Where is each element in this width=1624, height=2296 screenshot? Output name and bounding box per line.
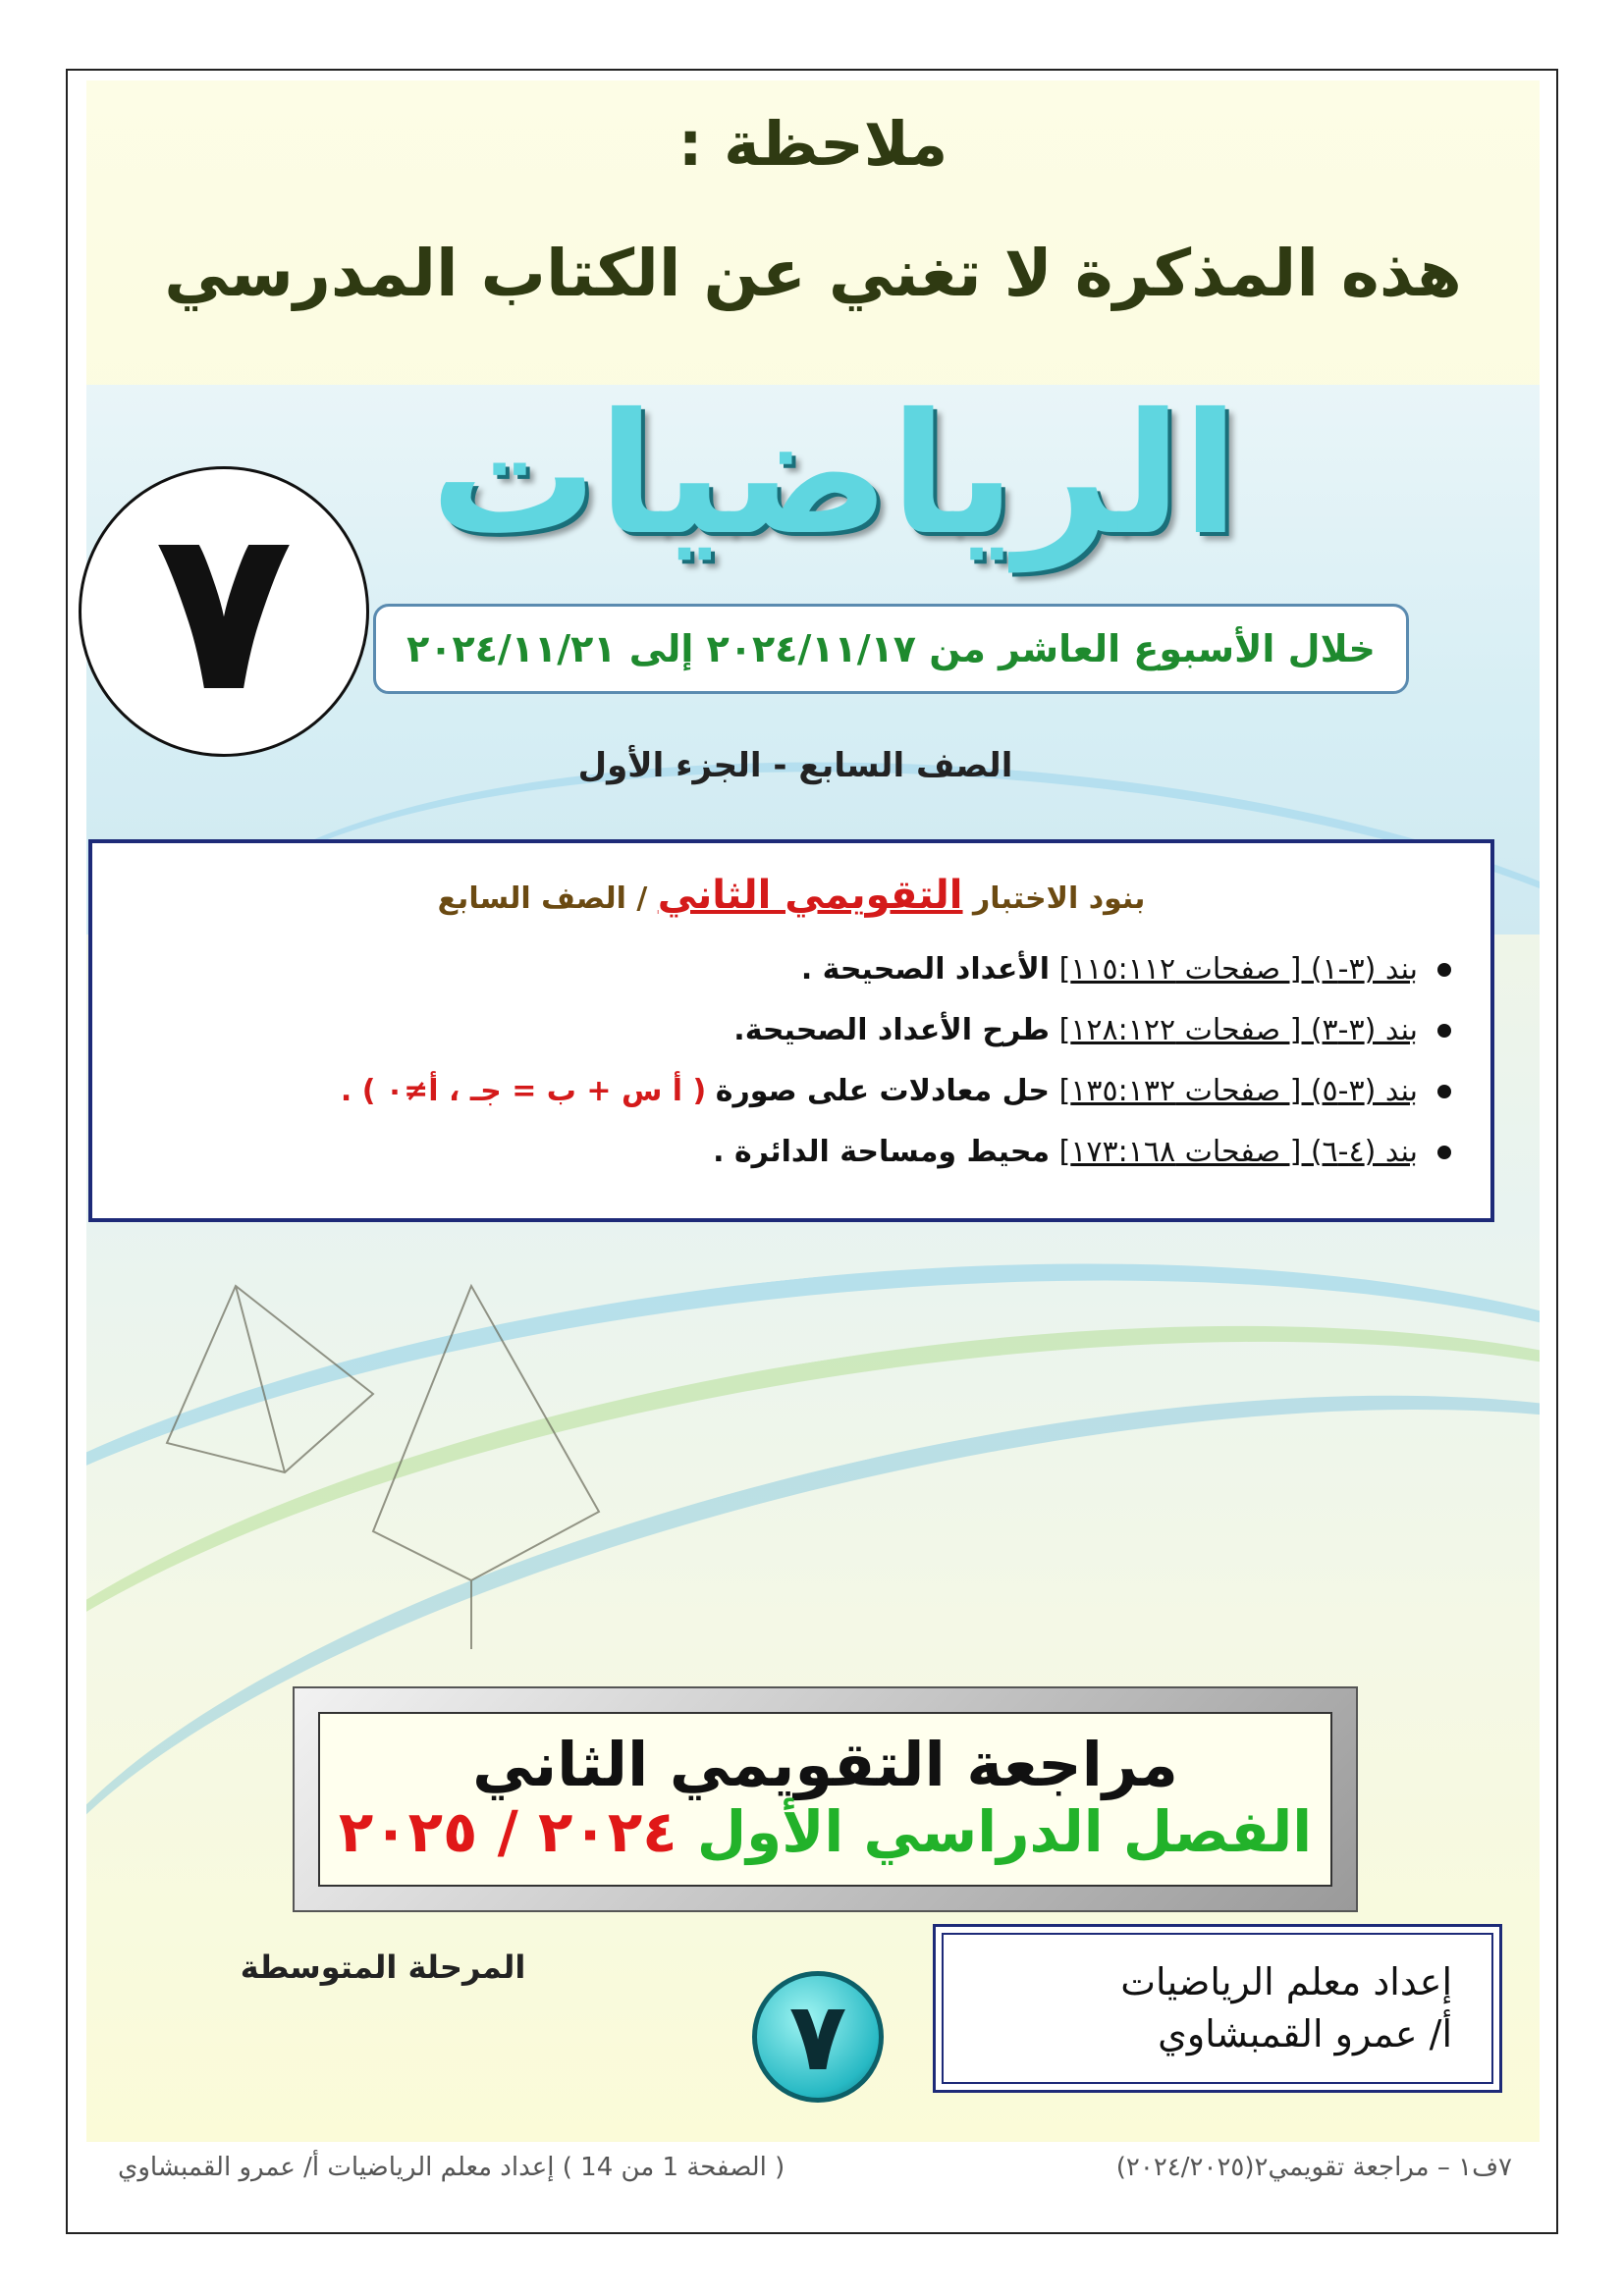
- note-title: ملاحظة :: [677, 108, 948, 180]
- topics-list: [132, 939, 1451, 1183]
- review-years: ٢٠٢٤ / ٢٠٢٥: [338, 1798, 677, 1866]
- author-role: إعداد معلم الرياضيات: [1120, 1959, 1452, 2003]
- author-box: [933, 1924, 1502, 2093]
- week-banner: [373, 604, 1409, 694]
- note-text: هذه المذكرة لا تغني عن الكتاب المدرسي: [164, 236, 1462, 311]
- grade-part-label: الصف السابع - الجزء الأول: [577, 746, 1013, 785]
- topic-ref: بند (٣-١) [ صفحات ١١٥:١١٢]: [1058, 952, 1418, 987]
- bullet-icon: [1437, 1085, 1451, 1098]
- pyramid-shape: [167, 1286, 373, 1472]
- list-item: [132, 1000, 1451, 1061]
- grade-badge: [752, 1971, 884, 2103]
- grade-number-circle: [79, 466, 369, 757]
- grade-number: ٧: [154, 480, 294, 742]
- topic-ref: بند (٣-٣) [ صفحات ١٢٨:١٢٢]: [1058, 1013, 1418, 1047]
- list-item: [132, 1122, 1451, 1183]
- bullet-icon: [1437, 1146, 1451, 1159]
- stage-label: المرحلة المتوسطة: [240, 1949, 526, 1986]
- topic-name: طرح الأعداد الصحيحة.: [733, 1013, 1051, 1047]
- net-shape: [373, 1286, 599, 1580]
- topics-heading-highlight: التقويمي الثاني: [657, 873, 963, 918]
- topic-name: حل معادلات على صورة: [715, 1074, 1051, 1108]
- footer-title: ٧ف١ – مراجعة تقويمي٢(٢٠٢٤/٢٠٢٥): [1115, 2153, 1512, 2182]
- review-frame: [293, 1686, 1358, 1912]
- author-name: أ/ عمرو القمبشاوي: [1158, 2012, 1452, 2056]
- review-panel: [318, 1712, 1332, 1887]
- bullet-icon: [1437, 1024, 1451, 1038]
- bullet-icon: [1437, 963, 1451, 977]
- badge-number: ٧: [788, 1982, 847, 2092]
- topic-name: محيط ومساحة الدائرة .: [713, 1135, 1051, 1169]
- review-title: مراجعة التقويمي الثاني: [472, 1729, 1178, 1801]
- topics-heading: [132, 873, 1451, 918]
- footer-page-info: ( الصفحة 1 من 14 ) إعداد معلم الرياضيات أ/ عمرو القمبشاوي: [118, 2153, 785, 2182]
- geometry-illustration: [147, 1247, 697, 1659]
- topics-heading-prefix: بنود الاختبار: [972, 881, 1146, 916]
- page-footer: [118, 2153, 1512, 2202]
- list-item: [132, 939, 1451, 1000]
- pyramid-edge: [236, 1286, 285, 1472]
- topic-ref: بند (٣-٥) [ صفحات ١٣٥:١٣٢]: [1058, 1074, 1418, 1108]
- subject-title: الرياضيات: [430, 378, 1239, 572]
- list-item: [132, 1061, 1451, 1122]
- topics-heading-suffix: / الصف السابع: [437, 881, 648, 916]
- topic-equation: ( أ س + ب = جـ ، أ≠٠ ) .: [340, 1074, 707, 1108]
- author-inner: [942, 1933, 1493, 2084]
- review-term-line: [339, 1798, 1312, 1867]
- topic-name: الأعداد الصحيحة .: [800, 952, 1051, 987]
- topic-ref: بند (٤-٦) [ صفحات ١٧٣:١٦٨]: [1058, 1135, 1418, 1169]
- week-text: خلال الأسبوع العاشر من ٢٠٢٤/١١/١٧ إلى ٢٠٢٤/١١/٢١: [406, 627, 1376, 670]
- review-term: الفصل الدراسي الأول: [696, 1798, 1313, 1866]
- exam-topics-box: [88, 839, 1494, 1222]
